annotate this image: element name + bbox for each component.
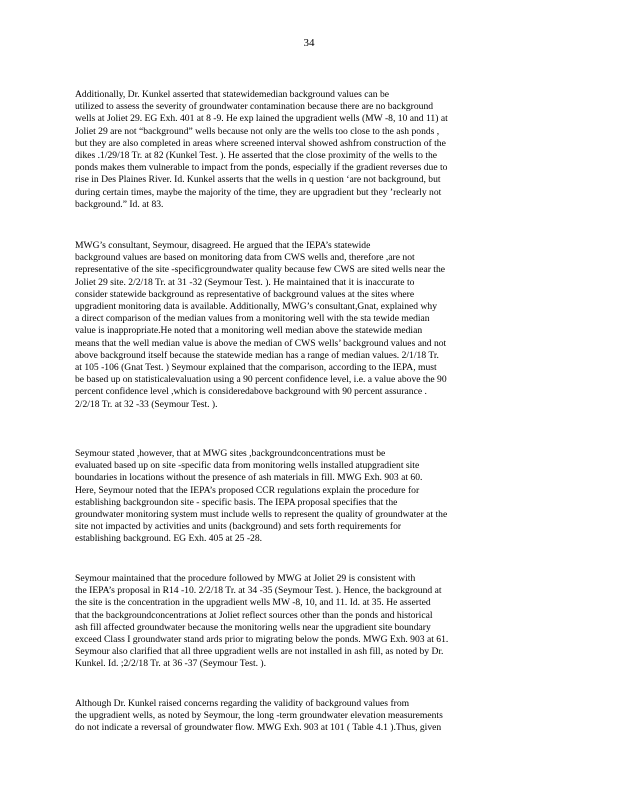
paragraph-site-specific-background: Seymour stated ,however, that at MWG sites ,backgroundconcentrations must be evaluated based up on site -specific data from monitoring wells installed atupgradient site boundaries in locations without the presence of ash materials in fill. MWG Exh. 903 at 60. Here, Seymour noted that the IEPA’s proposed CCR regulations explain the procedure for establishing backgroundon site - specific basis. The IEPA proposal specifies that the groundwater monitoring system must include wells to represent the quality of groundwater at the site not impacted by activities and units (background) and sets forth requirements for establishing background. EG Exh. 405 at 25 -28.	[75, 448, 448, 545]
page-number: 34	[303, 37, 315, 49]
paragraph-mwg-procedure: Seymour maintained that the procedure followed by MWG at Joliet 29 is consistent with the IEPA’s proposal in R14 -10. 2/2/18 Tr. at 34 -35 (Seymour Test. ). Hence, the background at the site is the concentration in the upgradient wells MW -8, 10, and 11. Id. at 35. He asserted that the backgroundconcentrations at Joliet reflect sources other than the ponds and historical ash fill affected groundwater because the monitoring wells near the upgradient site boundary exceed Class I groundwater stand ards prior to migrating below the ponds. MWG Exh. 903 at 61. Seymour also clarified that all three upgradient wells are not installed in ash fill, as noted by Dr. Kunkel. Id. ;2/2/18 Tr. at 36 -37 (Seymour Test. ).	[75, 573, 449, 670]
paragraph-groundwater-flow: Although Dr. Kunkel raised concerns regarding the validity of background values from the upgradient wells, as noted by Seymour, the long -term groundwater elevation measurements do not indicate a reversal of groundwater flow. MWG Exh. 903 at 101 ( Table 4.1 ).Thus, given	[75, 698, 443, 734]
paragraph-kunkel-statewide-median: Additionally, Dr. Kunkel asserted that statewidemedian background values can be utilized to assess the severity of groundwater contamination because there are no background wells at Joliet 29. EG Exh. 401 at 8 -9. He exp lained the upgradient wells (MW -8, 10 and 11) at Joliet 29 are not “background” wells because not only are the wells too close to the ash ponds , but they are also completed in areas where screened interval showed ashfrom construction of the dikes .1/29/18 Tr. at 82 (Kunkel Test. ). He asserted that the close proximity of the wells to the ponds makes them vulnerable to impact from the ponds, especially if the gradient reverses due to rise in Des Plaines River. Id. Kunkel asserts that the wells in q uestion ‘are not background, but during certain times, maybe the majority of the time, they are upgradient but they ’reclearly not background.” Id. at 83.	[75, 89, 448, 210]
paragraph-seymour-disagreement: MWG’s consultant, Seymour, disagreed. He argued that the IEPA’s statewide background values are based on monitoring data from CWS wells and, therefore ,are not representative of the site -specificgroundwater quality because few CWS are sited wells near the Joliet 29 site. 2/2/18 Tr. at 31 -32 (Seymour Test. ). He maintained that it is inaccurate to consider statewide background as representative of background values at the sites where upgradient monitoring data is available. Additionally, MWG’s consultant,Gnat, explained why a direct comparison of the median values from a monitoring well with the sta tewide median value is inappropriate.He noted that a monitoring well median above the statewide median means that the well median value is above the median of CWS wells’ background values and not above background itself because the statewide median has a range of median values. 2/1/18 Tr. at 105 -106 (Gnat Test. ) Seymour explained that the comparison, according to the IEPA, must be based up on statisticalevaluation using a 90 percent confidence level, i.e. a value above the 90 percent confidence level ,which is consideredabove background with 90 percent assurance . 2/2/18 Tr. at 32 -33 (Seymour Test. ).	[75, 240, 447, 410]
